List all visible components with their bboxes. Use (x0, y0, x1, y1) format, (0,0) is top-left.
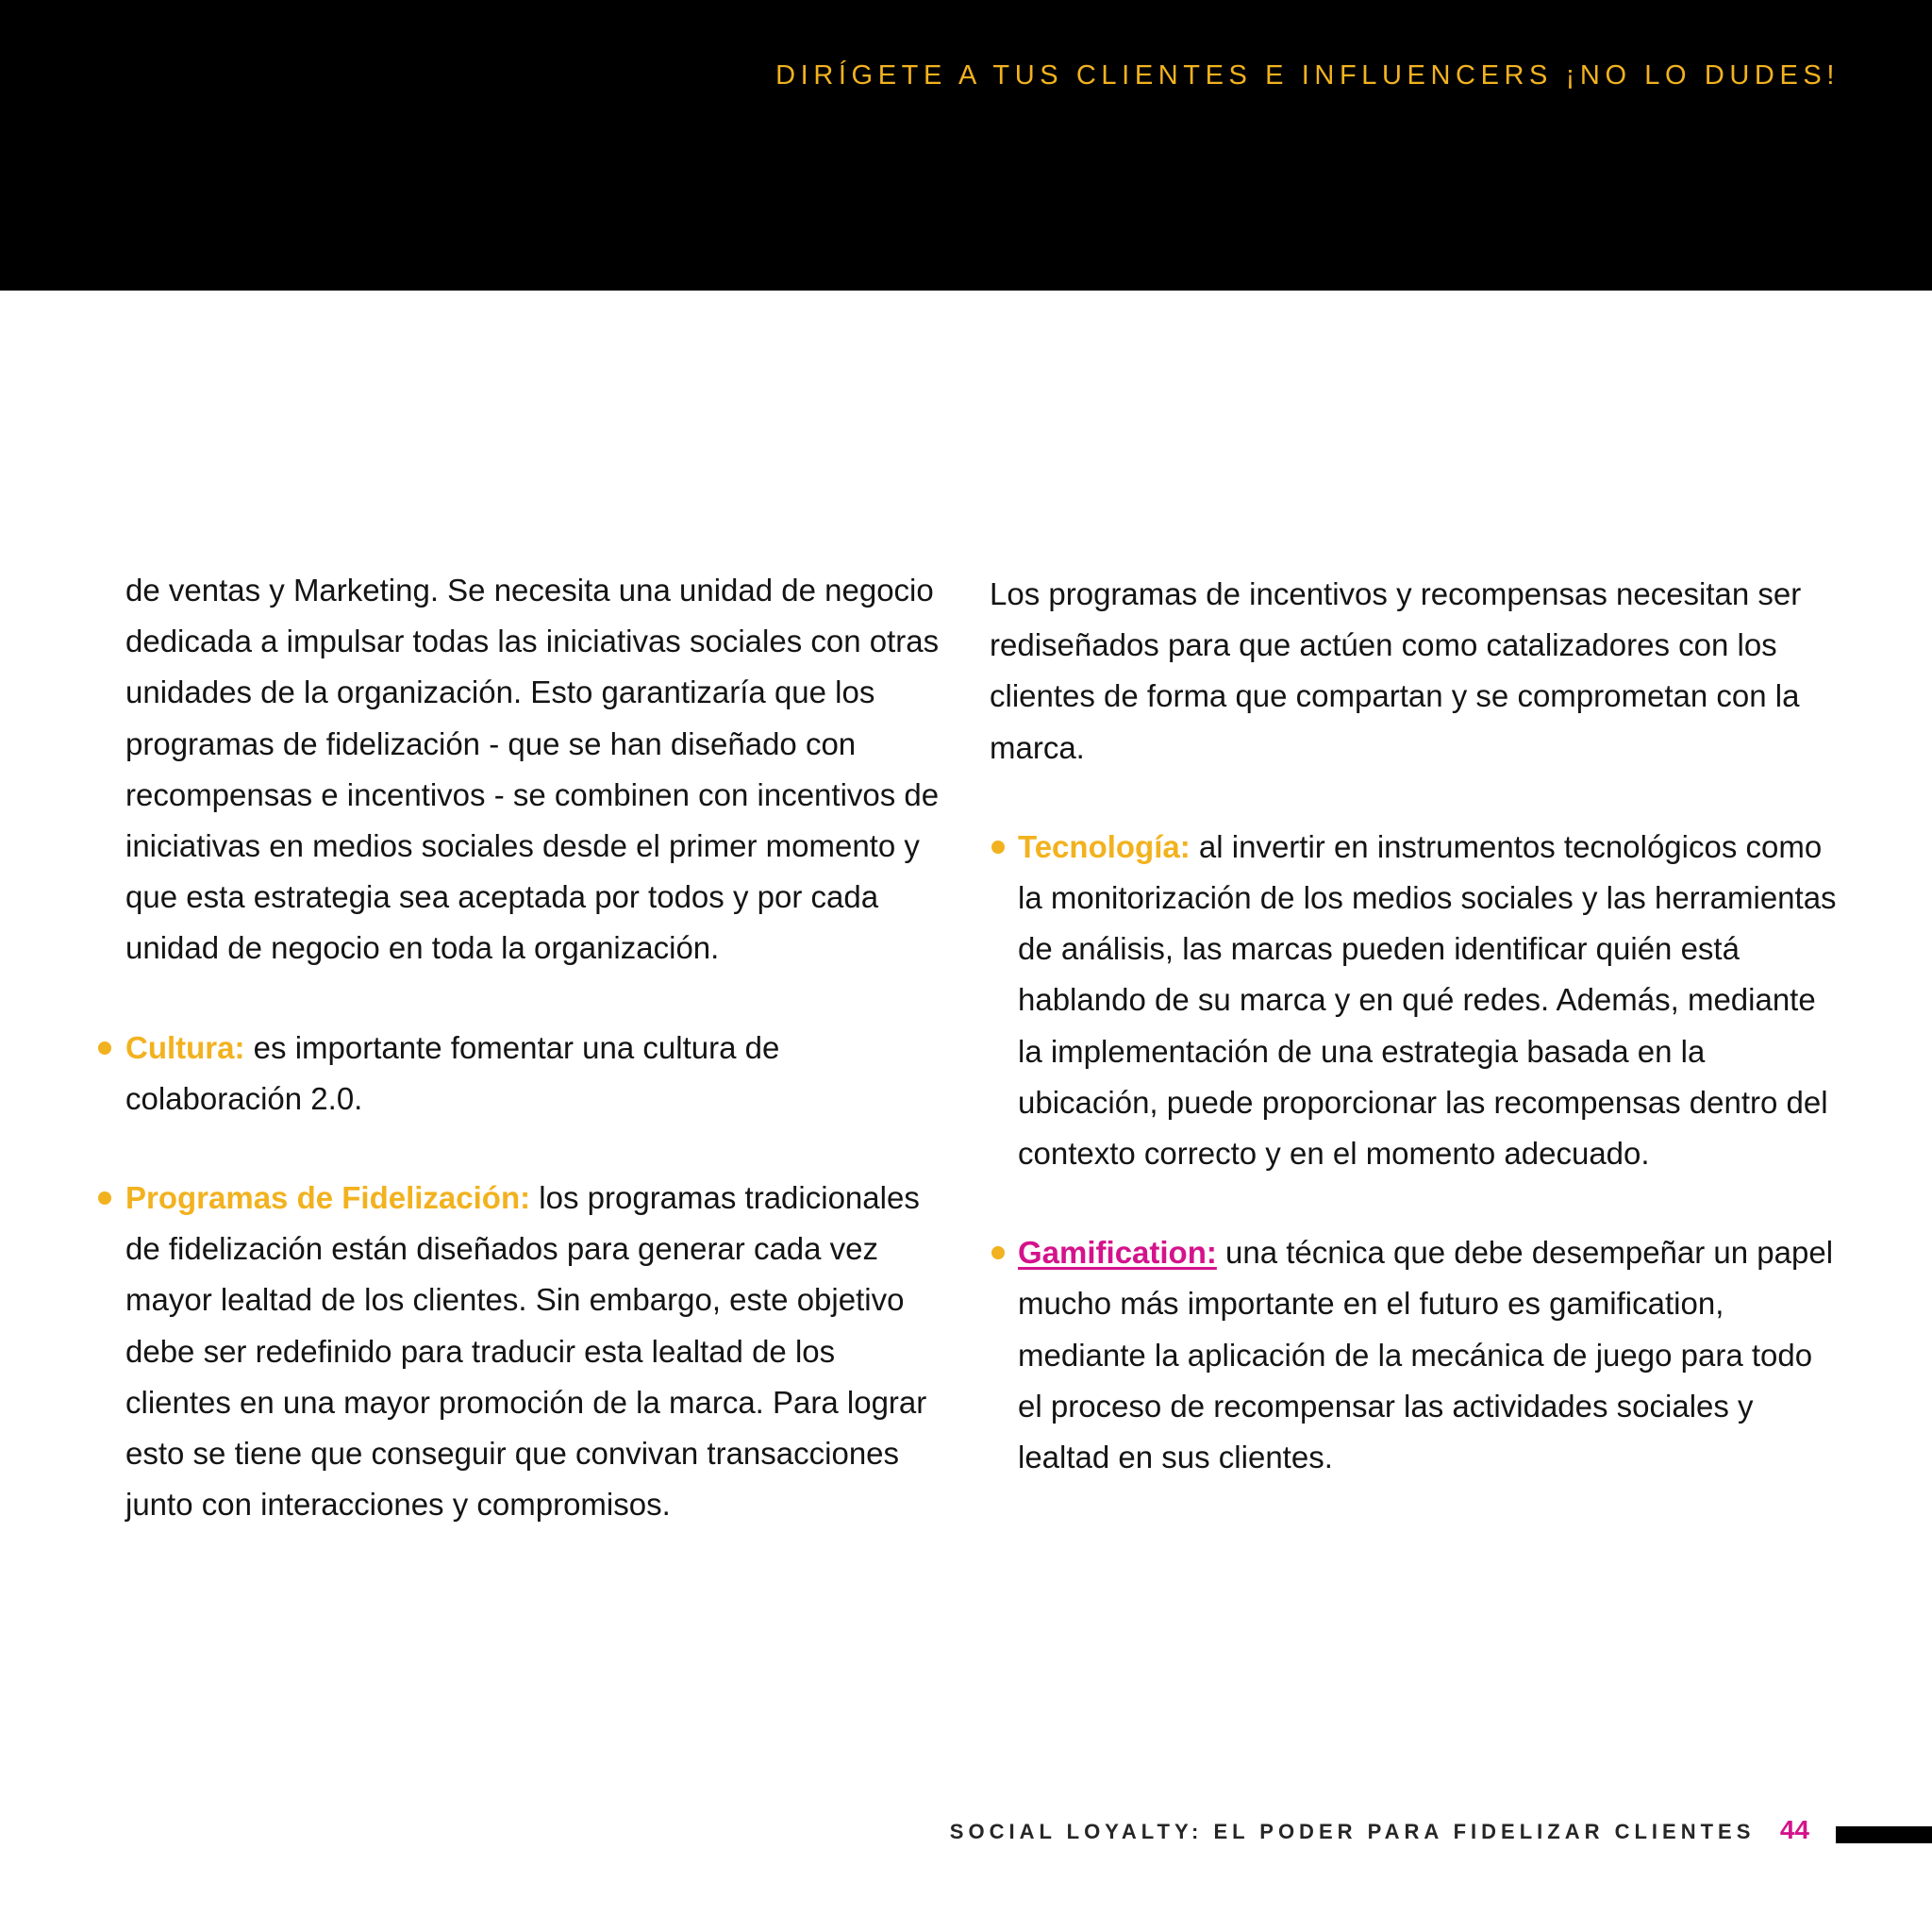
bullet-cultura (125, 1023, 946, 1124)
right-intro-paragraph: Los programas de incentivos y recompensas necesitan ser rediseñados para que actúen como catalizadores con los clientes de forma que compartan y se comprometan con la marca. (990, 576, 1802, 765)
bullet-term: Tecnología: (1018, 828, 1191, 864)
bullet-tecnologia (990, 822, 1839, 1179)
footer-bar (1836, 1826, 1932, 1843)
bullet-dot-icon (991, 1246, 1005, 1259)
bullet-dot-icon (98, 1041, 111, 1055)
header-band (0, 0, 1932, 291)
bullet-text: los programas tradicionales de fidelización están diseñados para generar cada vez mayor lealtad de los clientes. Sin embargo, este objetivo debe ser redefinido para traducir esta lealtad de los clientes en una mayor promoción de la marca. Para lograr esto se tiene que conseguir que convivan transacciones junto con interacciones y compromisos. (125, 1180, 927, 1523)
header-title: DIRÍGETE A TUS CLIENTES E INFLUENCERS ¡NO LO DUDES! (775, 60, 1840, 91)
bullet-text: es importante fomentar una cultura de colaboración 2.0. (125, 1029, 780, 1116)
bullet-dot-icon (991, 841, 1005, 854)
bullet-programas-fidelizacion (125, 1173, 946, 1530)
bullet-dot-icon (98, 1191, 111, 1205)
bullet-term: Programas de Fidelización: (125, 1180, 531, 1216)
footer-title: SOCIAL LOYALTY: EL PODER PARA FIDELIZAR CLIENTES (949, 1820, 1756, 1843)
bullet-text: una técnica que debe desempeñar un papel mucho más importante en el futuro es gamification, mediante la aplicación de la mecánica de juego para todo el proceso de recompensar las actividades sociales y lealtad en sus clientes. (1018, 1235, 1834, 1475)
footer (950, 1815, 1809, 1845)
left-intro-paragraph: de ventas y Marketing. Se necesita una unidad de negocio dedicada a impulsar todas las iniciativas sociales con otras unidades de la organización. Esto garantizaría que los programas de fidelización - que se han diseñado con recompensas e incentivos - se combinen con incentivos de iniciativas en medios sociales desde el primer momento y que esta estrategia sea aceptada por todos y por cada unidad de negocio en toda la organización. (125, 573, 940, 966)
page-number: 44 (1779, 1815, 1809, 1844)
bullet-text: al invertir en instrumentos tecnológicos como la monitorización de los medios sociales y las herramientas de análisis, las marcas pueden identificar quién está hablando de su marca y en qué redes. Además, mediante la implementación de una estrategia basada en la ubicación, puede proporcionar las recompensas dentro del contexto correcto y en el momento adecuado. (1018, 828, 1837, 1172)
gamification-link[interactable]: Gamification: (1018, 1235, 1217, 1271)
bullet-term: Cultura: (125, 1029, 245, 1065)
right-column (990, 569, 1839, 1483)
bullet-gamification (990, 1227, 1839, 1483)
left-column (125, 565, 946, 1530)
